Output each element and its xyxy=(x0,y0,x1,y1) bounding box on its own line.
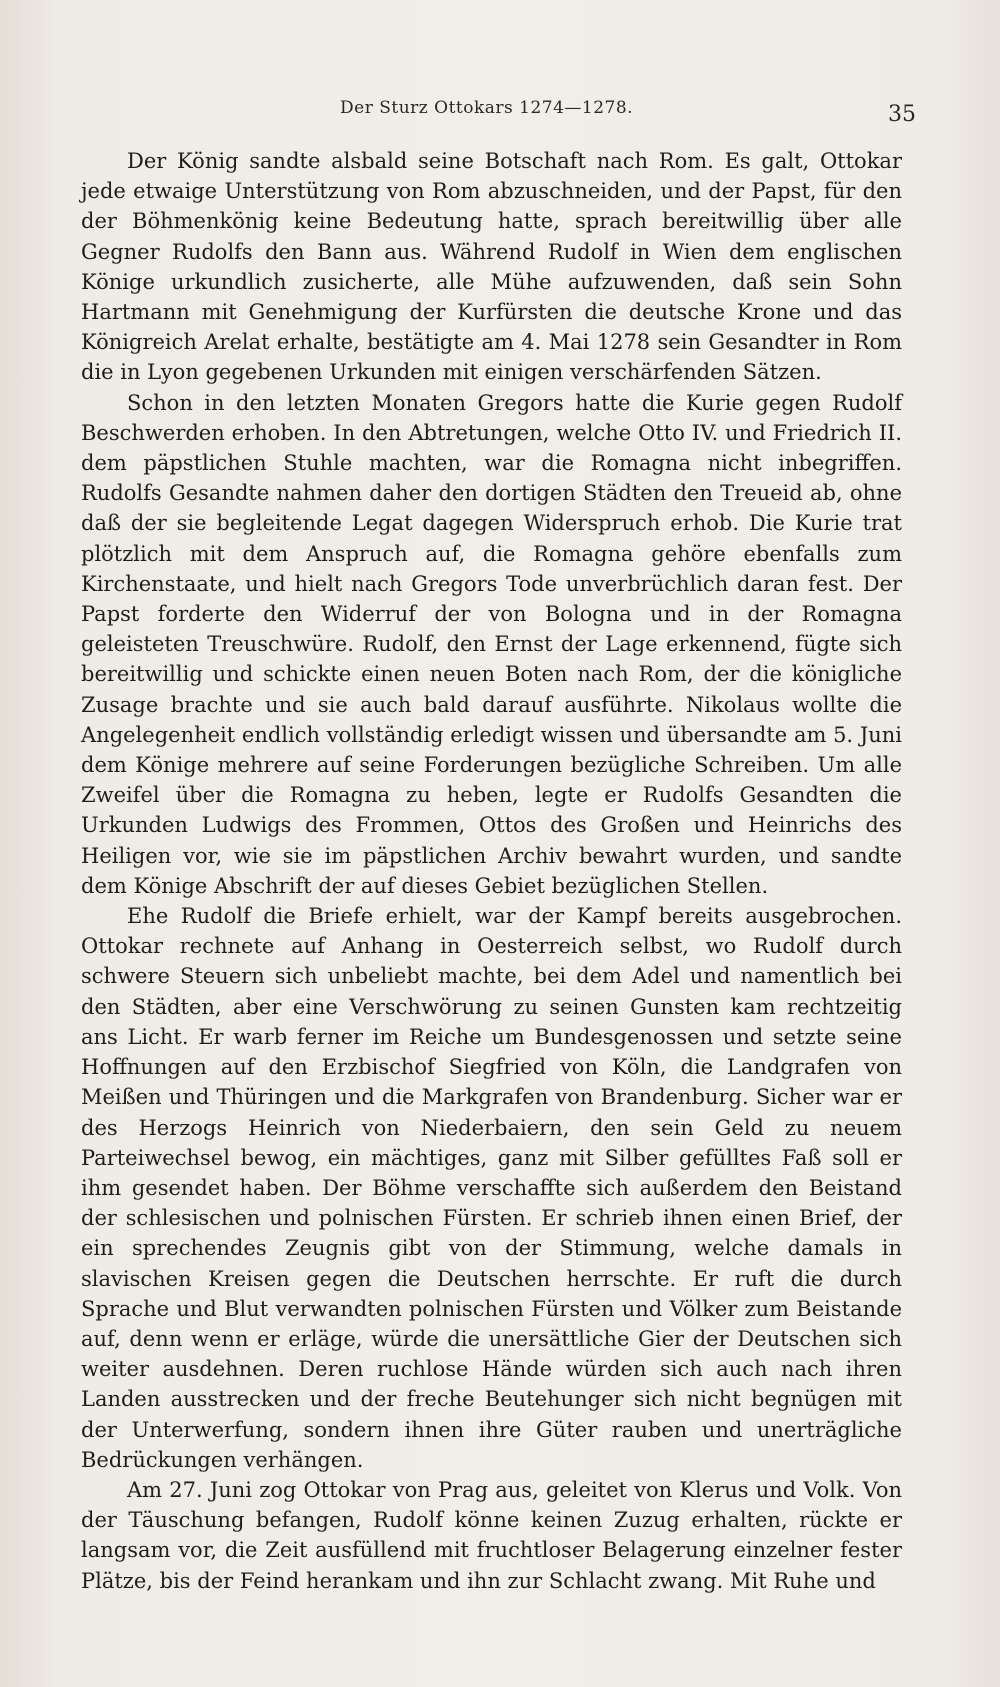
running-head: Der Sturz Ottokars 1274—1278. xyxy=(340,98,634,118)
body-text xyxy=(81,146,902,1596)
paragraph: Am 27. Juni zog Ottokar von Prag aus, geleitet von Klerus und Volk. Von der Täuschung befangen, Rudolf könne keinen Zuzug erhalten, rückte er langsam vor, die Zeit ausfüllend mit fruchtloser Belagerung einzelner fester Plätze, bis der Feind herankam und ihn zur Schlacht zwang. Mit Ruhe und xyxy=(81,1477,902,1593)
paragraph: Der König sandte alsbald seine Botschaft nach Rom. Es galt, Ottokar jede etwaige Unterstützung von Rom abzuschneiden, und der Papst, für den der Böhmenkönig keine Bedeutung hatte, sprach bereitwillig über alle Gegner Rudolfs den Bann aus. Während Rudolf in Wien dem englischen Könige urkundlich zusicherte, alle Mühe aufzuwenden, daß sein Sohn Hartmann mit Genehmigung der Kurfürsten die deutsche Krone und das Königreich Arelat erhalte, bestätigte am 4. Mai 1278 sein Gesandter in Rom die in Lyon gegebenen Urkunden mit einigen verschärfenden Sätzen. xyxy=(81,149,902,385)
page-number: 35 xyxy=(888,102,916,127)
paragraph: Ehe Rudolf die Briefe erhielt, war der Kampf bereits ausgebrochen. Ottokar rechnete auf Anhang in Oesterreich selbst, wo Rudolf durch schwere Steuern sich unbeliebt machte, bei dem Adel und namentlich bei den Städten, aber eine Verschwörung zu seinen Gunsten kam rechtzeitig ans Licht. Er warb ferner im Reiche um Bundesgenossen und setzte seine Hoffnungen auf den Erzbischof Siegfried von Köln, die Landgrafen von Meißen und Thüringen und die Markgrafen von Brandenburg. Sicher war er des Herzogs Heinrich von Niederbaiern, den sein Geld zu neuem Parteiwechsel bewog, ein mächtiges, ganz mit Silber gefülltes Faß soll er ihm gesendet haben. Der Böhme verschaffte sich außerdem den Beistand der schlesischen und polnischen Fürsten. Er schrieb ihnen einen Brief, der ein sprechendes Zeugnis gibt von der Stimmung, welche damals in slavischen Kreisen gegen die Deutschen herrschte. Er ruft die durch Sprache und Blut verwandten polnischen Fürsten und Völker zum Beistande auf, denn wenn er erläge, würde die unersättliche Gier der Deutschen sich weiter ausdehnen. Deren ruchlose Hände würden sich auch nach ihren Landen ausstrecken und der freche Beutehunger sich nicht begnügen mit der Unterwerfung, sondern ihnen ihre Güter rauben und unerträgliche Bedrückungen verhängen. xyxy=(81,904,902,1472)
paragraph: Schon in den letzten Monaten Gregors hatte die Kurie gegen Rudolf Beschwerden erhoben. In den Abtretungen, welche Otto IV. und Friedrich II. dem päpstlichen Stuhle machten, war die Romagna nicht inbegriffen. Rudolfs Gesandte nahmen daher den dortigen Städten den Treueid ab, ohne daß der sie begleitende Legat dagegen Widerspruch erhob. Die Kurie trat plötzlich mit dem Anspruch auf, die Romagna gehöre ebenfalls zum Kirchenstaate, und hielt nach Gregors Tode unverbrüchlich daran fest. Der Papst forderte den Widerruf der von Bologna und in der Romagna geleisteten Treuschwüre. Rudolf, den Ernst der Lage erkennend, fügte sich bereitwillig und schickte einen neuen Boten nach Rom, der die königliche Zusage brachte und sie auch bald darauf ausführte. Nikolaus wollte die Angelegenheit endlich vollständig erledigt wissen und übersandte am 5. Juni dem Könige mehrere auf seine Forderungen bezügliche Schreiben. Um alle Zweifel über die Romagna zu heben, legte er Rudolfs Gesandten die Urkunden Ludwigs des Frommen, Ottos des Großen und Heinrichs des Heiligen vor, wie sie im päpstlichen Archiv bewahrt wurden, und sandte dem Könige Abschrift der auf dieses Gebiet bezüglichen Stellen. xyxy=(81,390,902,898)
